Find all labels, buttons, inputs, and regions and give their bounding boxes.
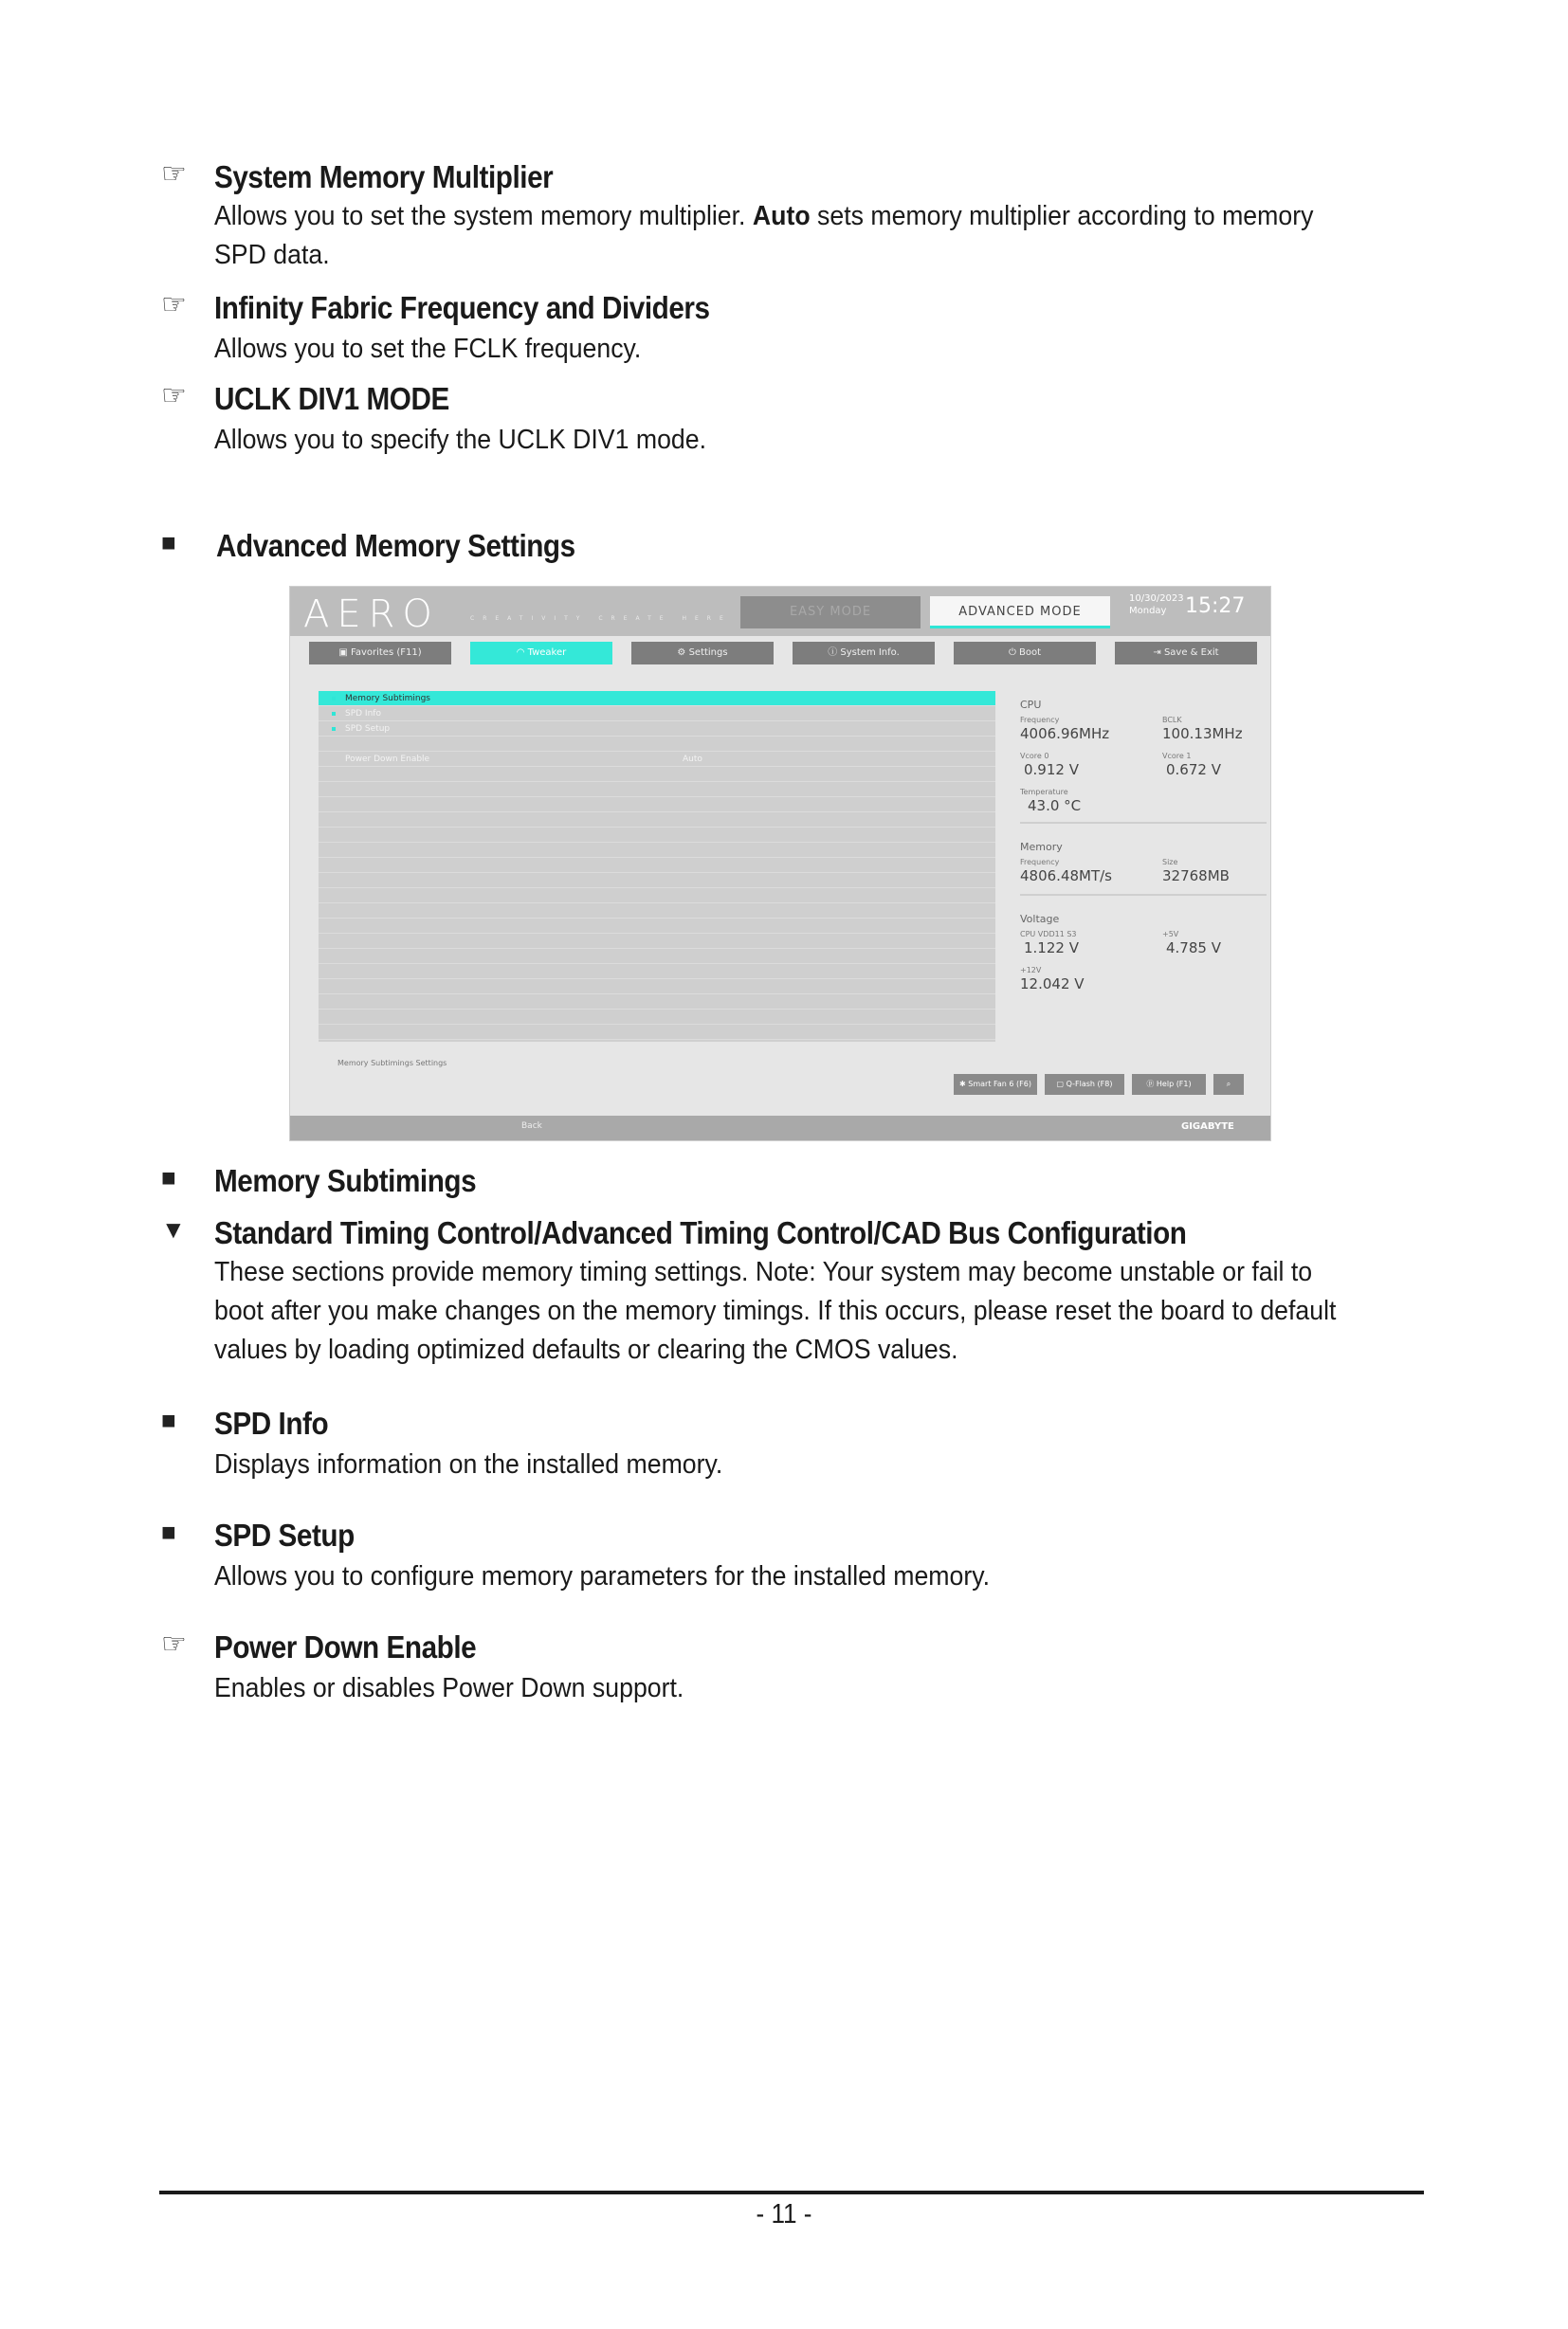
menu-item-power-down-enable[interactable]: [319, 752, 995, 767]
item-dot-icon: [332, 712, 336, 716]
bclk-label: BCLK: [1162, 716, 1182, 724]
cpu-heading: CPU: [1020, 699, 1042, 711]
menu-row-empty: [319, 994, 995, 1010]
menu-row-empty: [319, 949, 995, 964]
section-text: Allows you to configure memory parameters for the installed memory.: [214, 1561, 991, 1592]
section-title: Advanced Memory Settings: [216, 528, 575, 563]
p5v-label: +5V: [1162, 930, 1179, 938]
bios-bottom-bar: [290, 1116, 1270, 1140]
button-label: Help (F1): [1156, 1080, 1192, 1088]
bios-tagline: CREATIVITY CREATE HERE: [470, 615, 732, 622]
bios-date: [1129, 592, 1184, 617]
pointing-hand-icon: ☞: [161, 289, 187, 320]
menu-row-empty: [319, 782, 995, 797]
nav-label: Boot: [1019, 647, 1042, 658]
item-dot-icon: [332, 697, 336, 701]
square-bullet-icon: ■: [161, 1163, 176, 1192]
menu-item-label: Memory Subtimings: [345, 694, 430, 703]
section-title: Standard Timing Control/Advanced Timing Control/CAD Bus Configuration: [214, 1215, 1187, 1250]
menu-row-empty: [319, 1010, 995, 1025]
menu-row-empty: [319, 843, 995, 858]
info-icon: ⓘ: [828, 647, 841, 658]
pointing-hand-icon: ☞: [161, 1628, 187, 1660]
text-part: Allows you to set the system memory multiplier.: [214, 201, 746, 231]
menu-row-empty: [319, 1025, 995, 1040]
help-button[interactable]: [1132, 1074, 1206, 1095]
menu-row-empty: [319, 828, 995, 843]
triangle-down-icon: ▼: [161, 1215, 186, 1244]
search-icon: ⌕: [1226, 1080, 1231, 1088]
menu-row-empty: [319, 919, 995, 934]
item-dot-icon: [332, 727, 336, 731]
mem-freq-value: 4806.48MT/s: [1020, 867, 1113, 884]
advanced-mode-tab[interactable]: ADVANCED MODE: [930, 596, 1110, 628]
voltage-heading: Voltage: [1020, 913, 1060, 925]
button-label: Smart Fan 6 (F6): [968, 1080, 1031, 1088]
bios-help-text: Memory Subtimings Settings: [337, 1059, 447, 1067]
help-icon: ⓟ: [1146, 1080, 1157, 1088]
nav-label: Tweaker: [527, 647, 567, 658]
cpu-freq-label: Frequency: [1020, 716, 1060, 724]
section-text: [214, 197, 1357, 275]
section-title: SPD Info: [214, 1406, 329, 1441]
section-text: Allows you to set the FCLK frequency.: [214, 334, 642, 364]
fan-icon: ✱: [959, 1080, 969, 1088]
p12v-value: 12.042 V: [1020, 975, 1085, 992]
menu-row-empty: [319, 812, 995, 828]
mem-size-value: 32768MB: [1162, 867, 1230, 884]
menu-item-label: SPD Setup: [345, 724, 391, 734]
menu-row-empty: [319, 888, 995, 903]
vcore0-value: 0.912 V: [1024, 761, 1079, 778]
square-bullet-icon: ■: [161, 528, 176, 556]
menu-item-value: Auto: [683, 755, 702, 764]
menu-row-empty: [319, 979, 995, 994]
info-divider: [1020, 894, 1267, 896]
temp-label: Temperature: [1020, 788, 1068, 796]
section-title: Power Down Enable: [214, 1629, 477, 1665]
nav-label: Favorites (F11): [351, 647, 422, 658]
section-title: Memory Subtimings: [214, 1163, 477, 1198]
bios-menu-list: [319, 691, 995, 1042]
nav-save-exit[interactable]: [1115, 642, 1257, 664]
menu-row-empty: [319, 797, 995, 812]
menu-item-spd-setup[interactable]: [319, 721, 995, 737]
bios-nav: [309, 642, 1257, 666]
gigabyte-logo: GIGABYTE: [1181, 1121, 1234, 1132]
bios-clock: 15:27: [1185, 594, 1246, 618]
menu-row-empty: [319, 858, 995, 873]
temp-value: 43.0 °C: [1028, 797, 1082, 814]
bios-screenshot: [289, 586, 1271, 1141]
bclk-value: 100.13MHz: [1162, 725, 1243, 742]
nav-label: Settings: [688, 647, 728, 658]
menu-item-memory-subtimings[interactable]: [319, 691, 995, 706]
vdd-label: CPU VDD11 S3: [1020, 930, 1077, 938]
pointing-hand-icon: ☞: [161, 158, 187, 190]
pointing-hand-icon: ☞: [161, 380, 187, 411]
section-text: Displays information on the installed memory.: [214, 1449, 723, 1480]
bold-keyword: Auto: [752, 201, 811, 231]
menu-item-label: SPD Info: [345, 709, 381, 719]
footer-rule: [159, 2191, 1424, 2194]
text-part: sets memory multiplier according to memory SPD data.: [214, 201, 1314, 270]
back-button[interactable]: Back: [521, 1121, 542, 1131]
search-button[interactable]: [1213, 1074, 1244, 1095]
nav-label: System Info.: [840, 647, 900, 658]
section-text: Enables or disables Power Down support.: [214, 1673, 684, 1703]
menu-item-label: Power Down Enable: [345, 755, 430, 764]
vdd-value: 1.122 V: [1024, 939, 1079, 956]
nav-tweaker[interactable]: [470, 642, 612, 664]
vcore1-value: 0.672 V: [1166, 761, 1221, 778]
menu-row-empty: [319, 737, 995, 752]
bios-logo: AERO: [303, 592, 440, 636]
gauge-icon: ◠: [516, 647, 528, 658]
section-title: System Memory Multiplier: [214, 159, 554, 194]
button-label: Q-Flash (F8): [1066, 1080, 1113, 1088]
menu-item-spd-info[interactable]: [319, 706, 995, 721]
mem-freq-label: Frequency: [1020, 858, 1060, 866]
gear-icon: ⚙: [677, 647, 689, 658]
section-text: Allows you to specify the UCLK DIV1 mode.: [214, 425, 707, 455]
section-title: SPD Setup: [214, 1518, 355, 1553]
square-bullet-icon: ■: [161, 1406, 176, 1434]
vcore0-label: Vcore 0: [1020, 752, 1049, 760]
section-text: These sections provide memory timing settings. Note: Your system may become unstable or fail to boot after you make changes on the memory timings. If this occurs, please reset the board to default values by loading optimized defaults or clearing the CMOS values.: [214, 1257, 1337, 1365]
day-text: Monday: [1129, 606, 1167, 616]
mem-size-label: Size: [1162, 858, 1178, 866]
info-divider: [1020, 822, 1267, 824]
square-bullet-icon: ■: [161, 1518, 176, 1546]
date-text: 10/30/2023: [1129, 593, 1184, 604]
nav-favorites[interactable]: [309, 642, 451, 664]
nav-settings[interactable]: [631, 642, 774, 664]
p5v-value: 4.785 V: [1166, 939, 1221, 956]
flash-icon: ▢: [1056, 1080, 1067, 1088]
vcore1-label: Vcore 1: [1162, 752, 1192, 760]
menu-row-empty: [319, 964, 995, 979]
menu-row-empty: [319, 873, 995, 888]
favorites-icon: ▣: [338, 647, 351, 658]
nav-boot[interactable]: [954, 642, 1096, 664]
nav-label: Save & Exit: [1163, 647, 1219, 658]
page-number: - 11 -: [756, 2199, 812, 2229]
power-icon: ⏻: [1008, 647, 1020, 658]
menu-row-empty: [319, 934, 995, 949]
qflash-button[interactable]: [1045, 1074, 1124, 1095]
p12v-label: +12V: [1020, 966, 1042, 974]
cpu-freq-value: 4006.96MHz: [1020, 725, 1110, 742]
menu-row-empty: [319, 903, 995, 919]
smart-fan-button[interactable]: [954, 1074, 1037, 1095]
exit-icon: ⇥: [1153, 647, 1164, 658]
menu-row-empty: [319, 767, 995, 782]
easy-mode-tab[interactable]: EASY MODE: [740, 596, 921, 628]
memory-heading: Memory: [1020, 841, 1063, 853]
nav-system-info[interactable]: [793, 642, 935, 664]
section-title: UCLK DIV1 MODE: [214, 381, 449, 416]
section-title: Infinity Fabric Frequency and Dividers: [214, 290, 710, 325]
